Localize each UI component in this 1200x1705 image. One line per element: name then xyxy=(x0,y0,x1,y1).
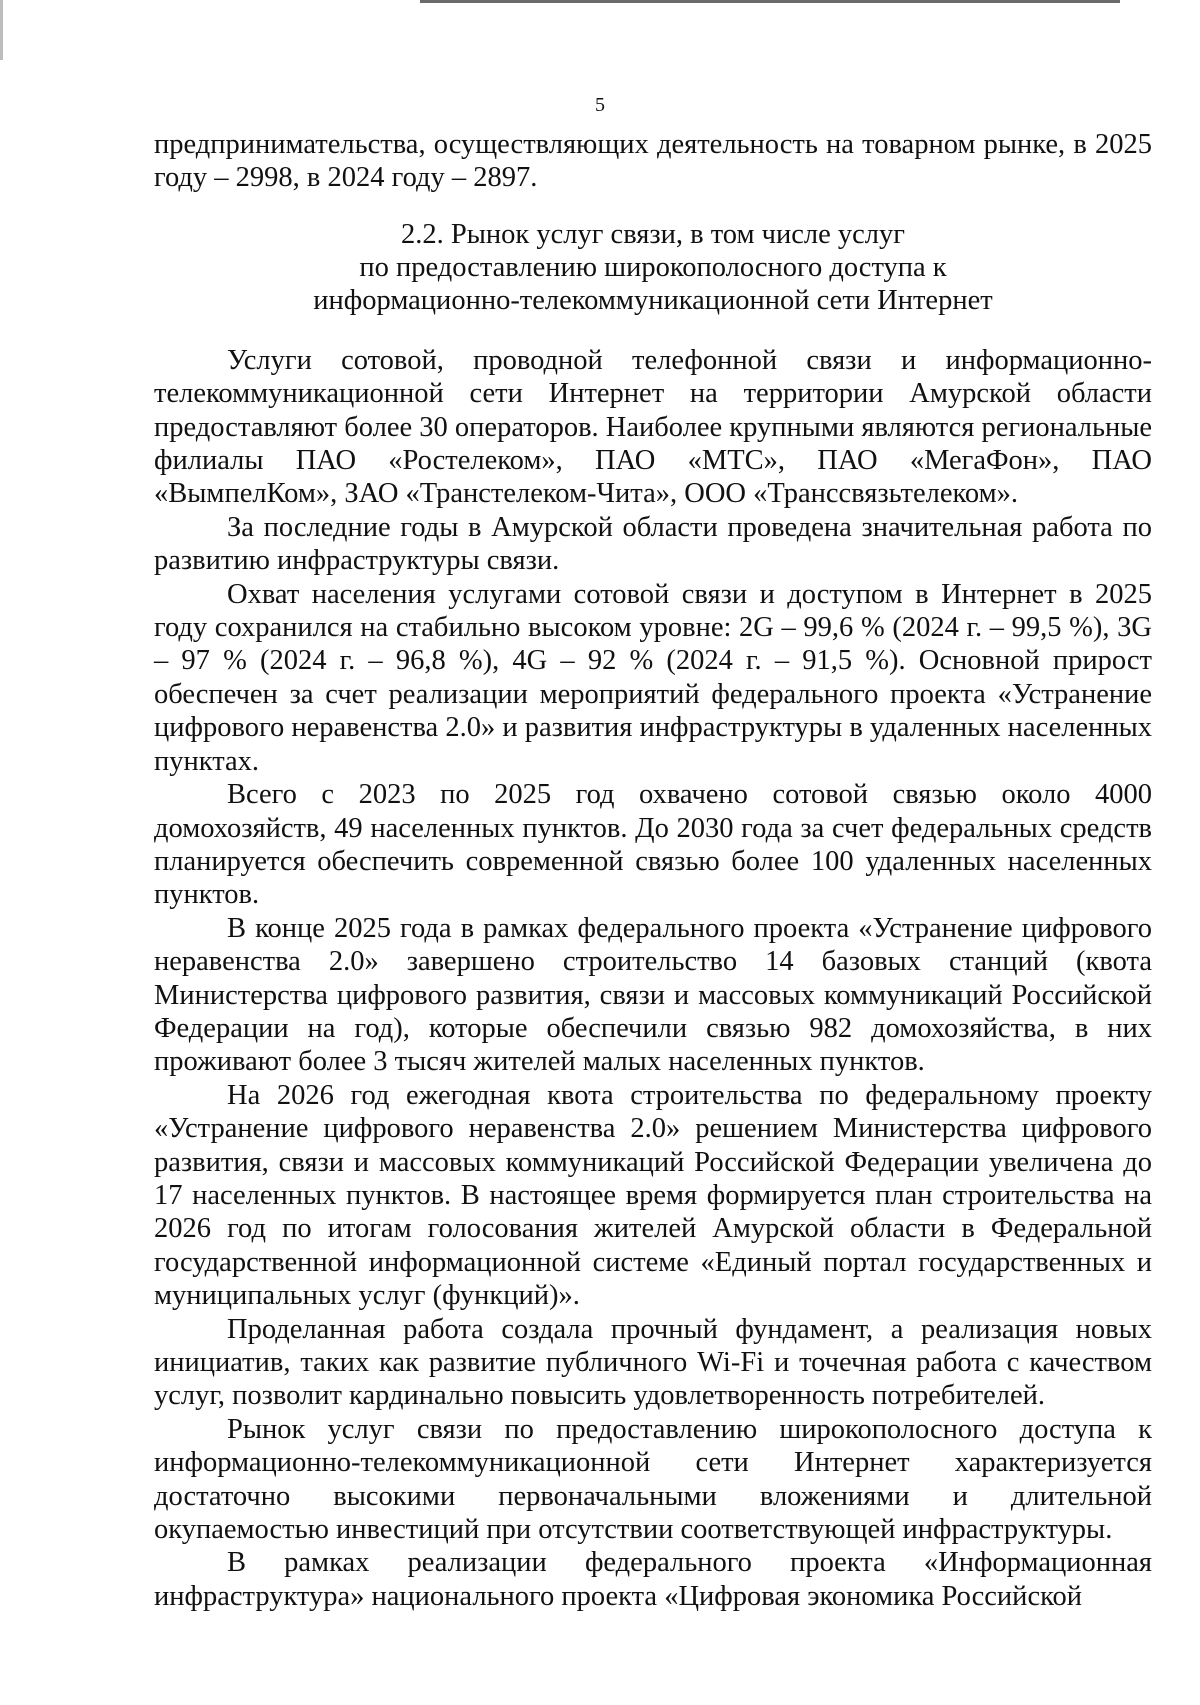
continuation-paragraph: предпринимательства, осуществляющих деятельность на товарном рынке, в 2025 году – 2998, в 2024 году – 2897. xyxy=(154,129,1152,194)
scan-edge-top xyxy=(420,0,1120,3)
document-body xyxy=(154,128,1152,1613)
paragraph-foundation: Проделанная работа создала прочный фундамент, а реализация новых инициатив, таких как развитие публичного Wi-Fi и точечная работа с качеством услуг, позволит кардинально повысить удовлетворенность потребителей. xyxy=(154,1313,1152,1412)
section-heading-line-1: 2.2. Рынок услуг связи, в том числе услуг xyxy=(401,218,905,250)
scan-edge-left xyxy=(0,0,3,60)
section-heading xyxy=(154,218,1152,317)
paragraph-infrastructure: За последние годы в Амурской области проведена значительная работа по развитию инфраструктуры связи. xyxy=(154,511,1152,577)
section-heading-line-2: по предоставлению широкополосного доступа к xyxy=(359,251,947,283)
paragraph-base-stations: В конце 2025 года в рамках федерального проекта «Устранение цифрового неравенства 2.0» завершено строительство 14 базовых станций (квота Министерства цифрового развития, связи и массовых коммуникаций Российской Федерации на год), которые обеспечили связью 982 домохозяйства, в них проживают более 3 тысяч жителей малых населенных пунктов. xyxy=(154,912,1152,1078)
paragraph-quota-2026: На 2026 год ежегодная квота строительства по федеральному проекту «Устранение цифрового неравенства 2.0» решением Министерства цифрового развития, связи и массовых коммуникаций Российской Федерации увеличена до 17 населенных пунктов. В настоящее время формируется план строительства на 2026 год по итогам голосования жителей Амурской области в Федеральной государственной информационной системе «Единый портал государственных и муниципальных услуг (функций)». xyxy=(154,1079,1152,1312)
paragraph-operators: Услуги сотовой, проводной телефонной связи и информационно-телекоммуникационной сети Интернет на территории Амурской области предоставляют более 30 операторов. Наиболее крупными являются региональные филиалы ПАО «Ростелеком», ПАО «МТС», ПАО «МегаФон», ПАО «ВымпелКом», ЗАО «Транстелеком-Чита», ООО «Трансcвязьтелеком». xyxy=(154,344,1152,510)
paragraph-broadband-market: Рынок услуг связи по предоставлению широкополосного доступа к информационно-телекоммуникационной сети Интернет характеризуется достаточно высокими первоначальными вложениями и длительной окупаемостью инвестиций при отсутствии соответствующей инфраструктуры. xyxy=(154,1413,1152,1546)
paragraph-coverage: Охват населения услугами сотовой связи и доступом в Интернет в 2025 году сохранился на стабильно высоком уровне: 2G – 99,6 % (2024 г. – 99,5 %), 3G – 97 % (2024 г. – 96,8 %), 4G – 92 % (2024 г. – 91,5 %). Основной прирост обеспечен за счет реализации мероприятий федерального проекта «Устранение цифрового неравенства 2.0» и развития инфраструктуры в удаленных населенных пунктах. xyxy=(154,578,1152,777)
paragraph-households: Всего с 2023 по 2025 год охвачено сотовой связью около 4000 домохозяйств, 49 населенных пунктов. До 2030 года за счет федеральных средств планируется обеспечить современной связью более 100 удаленных населенных пунктов. xyxy=(154,779,1152,911)
page-number: 5 xyxy=(595,94,605,116)
paragraph-federal-project: В рамках реализации федерального проекта «Информационная инфраструктура» национального проекта «Цифровая экономика Российской xyxy=(154,1547,1152,1612)
section-heading-line-3: информационно-телекоммуникационной сети Интернет xyxy=(313,284,993,316)
